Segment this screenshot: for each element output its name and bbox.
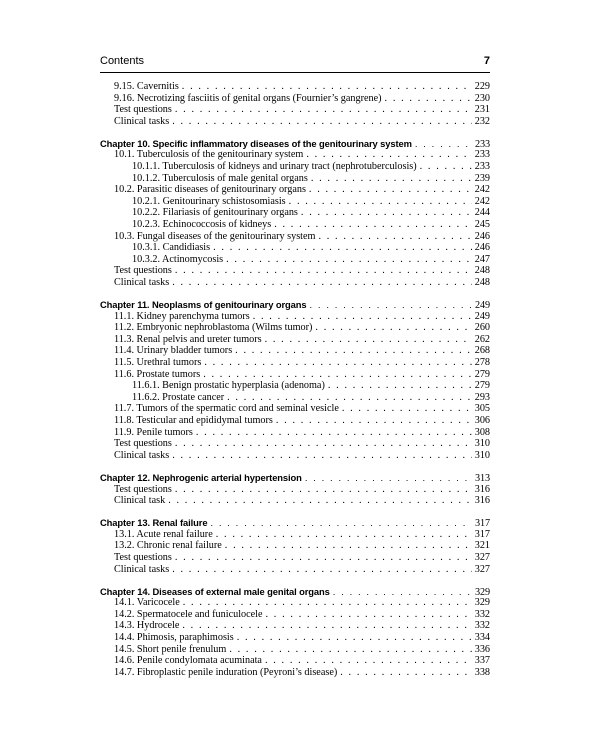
- toc-entry-page: 338: [474, 666, 490, 678]
- toc-entry-page: 337: [474, 655, 490, 667]
- toc-entry-page: 244: [474, 207, 490, 219]
- dot-leader: [175, 438, 472, 450]
- toc-entry-title: 13.2. Chronic renal failure: [114, 540, 222, 552]
- dot-leader: [311, 173, 472, 185]
- toc-entry[interactable]: [100, 93, 490, 105]
- dot-leader: [226, 254, 472, 266]
- toc-entry-page: 246: [474, 242, 490, 254]
- dot-leader: [203, 369, 472, 381]
- toc-entry-page: 233: [474, 161, 490, 173]
- toc-entry[interactable]: [100, 369, 490, 381]
- dot-leader: [227, 392, 472, 404]
- toc-entry-title: 11.1. Kidney parenchyma tumors: [114, 310, 250, 322]
- toc-entry-page: 316: [474, 495, 490, 507]
- dot-leader: [266, 609, 472, 621]
- dot-leader: [175, 265, 472, 277]
- toc-entry[interactable]: [100, 438, 490, 450]
- toc-entry-title: 10.1.1. Tuberculosis of kidneys and urinary tract (nephrotuberculosis): [132, 161, 417, 173]
- dot-leader: [235, 345, 472, 357]
- toc-entry-title: 10.2. Parasitic diseases of genitourinary organs: [114, 184, 306, 196]
- toc-entry-title: 10.1. Tuberculosis of the genitourinary system: [114, 149, 304, 161]
- toc-entry-page: 317: [474, 528, 490, 540]
- toc-entry[interactable]: [100, 495, 490, 507]
- toc-entry-title: Chapter 10. Specific inflammatory diseases of the genitourinary system: [100, 137, 412, 149]
- toc-entry-page: 336: [474, 643, 490, 655]
- toc-entry-title: 10.3.2. Actinomycosis: [132, 253, 224, 265]
- toc-entry-title: 14.7. Fibroplastic penile induration (Peyroni’s disease): [114, 666, 338, 678]
- toc-entry[interactable]: [100, 484, 490, 496]
- toc-entry-title: Test questions: [114, 483, 172, 495]
- header-rule: [100, 72, 490, 73]
- toc-entry-title: 11.3. Renal pelvis and ureter tumors: [114, 333, 262, 345]
- toc-entry-title: 11.4. Urinary bladder tumors: [114, 345, 233, 357]
- dot-leader: [175, 484, 472, 496]
- toc-entry-page: 248: [474, 265, 490, 277]
- toc-entry[interactable]: [100, 207, 490, 219]
- toc-entry-page: 249: [474, 310, 490, 322]
- dot-leader: [318, 231, 471, 243]
- toc-entry-title: 11.6. Prostate tumors: [114, 368, 201, 380]
- toc-entry[interactable]: [100, 334, 490, 346]
- dot-leader: [172, 564, 472, 576]
- toc-entry-title: 14.1. Varicocele: [114, 597, 180, 609]
- toc-entry-title: Chapter 14. Diseases of external male genital organs: [100, 585, 330, 597]
- toc-entry[interactable]: [100, 597, 490, 609]
- toc-entry-title: 10.2.2. Filariasis of genitourinary organs: [132, 207, 298, 219]
- toc-entry[interactable]: [100, 644, 490, 656]
- toc-entry-page: 279: [474, 368, 490, 380]
- toc-entry-title: Test questions: [114, 551, 172, 563]
- toc-entry-page: 242: [474, 195, 490, 207]
- dot-leader: [328, 380, 472, 392]
- dot-leader: [420, 161, 472, 173]
- toc-entry-page: 317: [475, 518, 490, 530]
- toc-entry-page: 310: [474, 449, 490, 461]
- toc-entry-page: 268: [474, 345, 490, 357]
- dot-leader: [342, 403, 472, 415]
- dot-leader: [310, 299, 473, 311]
- toc-entry-title: Clinical tasks: [114, 563, 170, 575]
- toc-entry[interactable]: [100, 104, 490, 116]
- toc-chapter-entry[interactable]: [100, 517, 490, 529]
- toc-entry-title: 9.15. Cavernitis: [114, 81, 179, 92]
- toc-entry[interactable]: [100, 242, 490, 254]
- toc-entry-page: 231: [474, 104, 490, 116]
- toc-entry[interactable]: [100, 219, 490, 231]
- dot-leader: [196, 427, 472, 439]
- toc-entry[interactable]: [100, 667, 490, 679]
- dot-leader: [415, 138, 472, 150]
- toc-entry[interactable]: [100, 529, 490, 541]
- toc-entry[interactable]: [100, 254, 490, 266]
- header-title: Contents: [100, 55, 145, 67]
- toc-chapter-entry[interactable]: [100, 299, 490, 311]
- dot-leader: [276, 415, 472, 427]
- toc-entry-title: 13.1. Acute renal failure: [114, 528, 213, 540]
- header-page-number: 7: [483, 55, 490, 67]
- toc-entry[interactable]: [100, 311, 490, 323]
- toc-entry-page: 310: [474, 438, 490, 450]
- toc-entry-title: Clinical tasks: [114, 449, 170, 461]
- toc-entry[interactable]: [100, 81, 490, 93]
- toc-entry-page: 245: [474, 219, 490, 231]
- toc-chapter-entry[interactable]: [100, 586, 490, 598]
- toc-entry-page: 246: [474, 230, 490, 242]
- dot-leader: [305, 472, 472, 484]
- toc-entry-page: 239: [474, 172, 490, 184]
- toc-entry-title: Test questions: [114, 265, 172, 277]
- toc-entry-title: 11.2. Embryonic nephroblastoma (Wilms tumor): [114, 322, 313, 334]
- toc-entry-title: Chapter 11. Neoplasms of genitourinary organs: [100, 299, 307, 311]
- toc-entry[interactable]: [100, 322, 490, 334]
- toc-entry-title: Chapter 13. Renal failure: [100, 517, 208, 529]
- dot-leader: [175, 552, 472, 564]
- toc-entry[interactable]: [100, 184, 490, 196]
- toc-entry-title: 14.3. Hydrocele: [114, 620, 180, 632]
- toc-entry-page: 249: [475, 300, 490, 312]
- toc-entry-title: Chapter 12. Nephrogenic arterial hypertension: [100, 471, 302, 483]
- toc-entry-title: 11.8. Testicular and epididymal tumors: [114, 415, 273, 427]
- dot-leader: [172, 116, 472, 128]
- running-header: [100, 55, 490, 71]
- toc-entry-title: 11.6.1. Benign prostatic hyperplasia (adenoma): [132, 380, 325, 392]
- dot-leader: [225, 540, 472, 552]
- toc-entry-page: 329: [475, 586, 490, 598]
- toc-entry-title: Clinical tasks: [114, 115, 170, 127]
- toc-entry-title: 10.3. Fungal diseases of the genitourinary system: [114, 230, 316, 242]
- dot-leader: [204, 357, 471, 369]
- toc-chapter-entry[interactable]: [100, 472, 490, 484]
- dot-leader: [175, 104, 472, 116]
- toc-chapter-entry[interactable]: [100, 138, 490, 150]
- toc-entry[interactable]: [100, 380, 490, 392]
- toc-entry[interactable]: [100, 403, 490, 415]
- toc-entry-title: Clinical task: [114, 495, 166, 507]
- toc-entry-page: 306: [474, 415, 490, 427]
- dot-leader: [168, 495, 472, 507]
- dot-leader: [237, 632, 472, 644]
- toc-entry[interactable]: [100, 116, 490, 128]
- dot-leader: [333, 586, 472, 598]
- toc-entry[interactable]: [100, 564, 490, 576]
- toc-entry-page: 262: [474, 333, 490, 345]
- toc-entry-page: 305: [474, 403, 490, 415]
- toc-entry-page: 321: [474, 540, 490, 552]
- toc-entry-title: 11.6.2. Prostate cancer: [132, 391, 225, 403]
- dot-leader: [315, 322, 471, 334]
- toc-entry-page: 316: [474, 483, 490, 495]
- dot-leader: [301, 207, 472, 219]
- toc-entry-title: 14.5. Short penile frenulum: [114, 643, 227, 655]
- toc-entry[interactable]: [100, 620, 490, 632]
- toc-entry-page: 327: [474, 551, 490, 563]
- toc-entry[interactable]: [100, 161, 490, 173]
- toc-entry[interactable]: [100, 552, 490, 564]
- toc-entry[interactable]: [100, 540, 490, 552]
- table-of-contents: [100, 81, 490, 678]
- toc-entry-title: 11.5. Urethral tumors: [114, 357, 202, 369]
- toc-entry-page: 247: [474, 253, 490, 265]
- dot-leader: [253, 311, 472, 323]
- toc-entry-title: 10.2.3. Echinococcosis of kidneys: [132, 219, 272, 231]
- dot-leader: [289, 196, 472, 208]
- toc-entry-title: 11.7. Tumors of the spermatic cord and seminal vesicle: [114, 403, 339, 415]
- dot-leader: [265, 655, 472, 667]
- toc-entry[interactable]: [100, 265, 490, 277]
- toc-entry-page: 248: [474, 277, 490, 288]
- toc-entry-page: 279: [474, 380, 490, 392]
- dot-leader: [274, 219, 472, 231]
- dot-leader: [306, 149, 471, 161]
- toc-entry-page: 229: [474, 81, 490, 92]
- toc-entry-page: 233: [474, 149, 490, 161]
- dot-leader: [210, 517, 472, 529]
- toc-entry-title: Clinical tasks: [114, 277, 170, 288]
- dot-leader: [229, 644, 471, 656]
- toc-entry-page: 293: [474, 391, 490, 403]
- toc-entry-page: 332: [474, 620, 490, 632]
- toc-entry-title: 14.4. Phimosis, paraphimosis: [114, 632, 234, 644]
- toc-entry[interactable]: [100, 149, 490, 161]
- toc-entry-page: 233: [475, 138, 490, 150]
- toc-entry[interactable]: [100, 392, 490, 404]
- toc-entry-page: 332: [474, 608, 490, 620]
- dot-leader: [183, 597, 472, 609]
- toc-entry-page: 242: [474, 184, 490, 196]
- toc-entry-page: 230: [474, 92, 490, 104]
- toc-entry[interactable]: [100, 357, 490, 369]
- toc-entry[interactable]: [100, 345, 490, 357]
- toc-entry[interactable]: [100, 427, 490, 439]
- toc-entry[interactable]: [100, 173, 490, 185]
- toc-entry-title: 10.2.1. Genitourinary schistosomiasis: [132, 195, 286, 207]
- dot-leader: [172, 277, 472, 289]
- toc-entry-title: 9.16. Necrotizing fasciitis of genital organs (Fournier’s gangrene): [114, 92, 382, 104]
- dot-leader: [172, 450, 472, 462]
- toc-entry-page: 313: [475, 472, 490, 484]
- toc-entry-page: 232: [474, 115, 490, 127]
- toc-entry-page: 260: [474, 322, 490, 334]
- dot-leader: [309, 184, 472, 196]
- toc-entry-title: 10.1.2. Tuberculosis of male genital organs: [132, 172, 308, 184]
- dot-leader: [385, 93, 472, 105]
- dot-leader: [213, 242, 472, 254]
- toc-entry[interactable]: [100, 415, 490, 427]
- toc-entry-page: 329: [474, 597, 490, 609]
- toc-entry-title: 14.6. Penile condylomata acuminata: [114, 655, 262, 667]
- dot-leader: [265, 334, 472, 346]
- toc-entry-title: Test questions: [114, 438, 172, 450]
- dot-leader: [182, 620, 471, 632]
- dot-leader: [182, 81, 472, 93]
- toc-entry-title: Test questions: [114, 104, 172, 116]
- dot-leader: [216, 529, 472, 541]
- toc-entry[interactable]: [100, 196, 490, 208]
- toc-entry[interactable]: [100, 450, 490, 462]
- toc-entry[interactable]: [100, 609, 490, 621]
- toc-entry-page: 327: [474, 563, 490, 575]
- toc-entry-title: 10.3.1. Candidiasis: [132, 242, 211, 254]
- dot-leader: [340, 667, 471, 679]
- toc-entry-title: 14.2. Spermatocele and funiculocele: [114, 608, 263, 620]
- toc-entry[interactable]: [100, 277, 490, 289]
- toc-entry-title: 11.9. Penile tumors: [114, 426, 193, 438]
- toc-entry[interactable]: [100, 655, 490, 667]
- toc-entry[interactable]: [100, 632, 490, 644]
- toc-entry-page: 334: [474, 632, 490, 644]
- toc-entry[interactable]: [100, 231, 490, 243]
- toc-entry-page: 308: [474, 426, 490, 438]
- toc-entry-page: 278: [474, 357, 490, 369]
